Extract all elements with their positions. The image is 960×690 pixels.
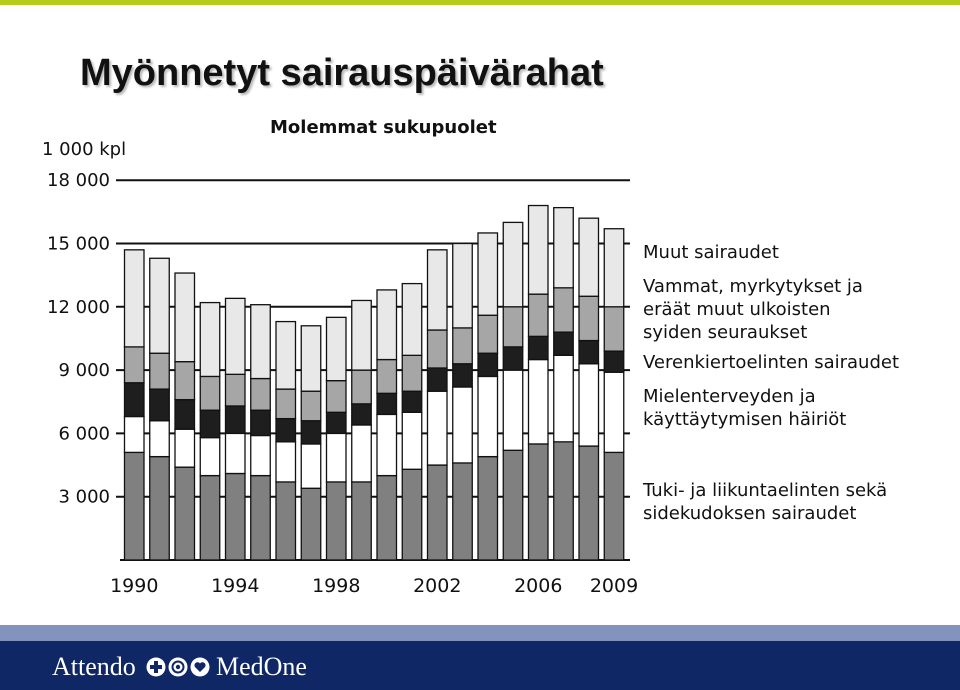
bar-segment (478, 376, 498, 456)
bar-segment (554, 208, 574, 288)
bar-segment (402, 355, 422, 391)
bar-segment (402, 284, 422, 356)
bar-segment (503, 370, 523, 450)
bar-segment (150, 389, 170, 421)
bar-segment (200, 476, 220, 560)
bar-segment (604, 229, 624, 307)
legend-label: Verenkiertoelinten sairaudet (643, 352, 899, 373)
x-tick-label: 1990 (110, 575, 159, 597)
bar-segment (327, 381, 347, 413)
bar-segment (226, 374, 246, 406)
bar-segment (428, 250, 448, 330)
brand-icons (146, 655, 210, 679)
footer-stripe (0, 625, 960, 641)
bar-segment (276, 419, 296, 442)
bar-segment (150, 258, 170, 353)
bar-segment (503, 222, 523, 306)
bar-segment (352, 404, 372, 425)
bar-segment (554, 332, 574, 355)
bar-segment (529, 336, 549, 359)
bar-segment (251, 305, 271, 379)
legend-label: Muut sairaudet (643, 242, 779, 263)
legend-item (643, 386, 846, 430)
bar-segment (301, 488, 321, 560)
bar-segment (150, 353, 170, 389)
bar-segment (301, 421, 321, 444)
target-icon (169, 658, 188, 677)
bar-segment (604, 372, 624, 452)
bar-segment (276, 389, 296, 419)
bar-segment (352, 370, 372, 404)
bar-segment (503, 347, 523, 370)
bar-segment (377, 393, 397, 414)
bar-segment (175, 362, 195, 400)
y-tick-label: 15 000 (47, 233, 110, 255)
bar-segment (276, 442, 296, 482)
bar-segment (175, 400, 195, 430)
bar-segment (150, 457, 170, 560)
bar-segment (529, 206, 549, 295)
bar-segment (478, 315, 498, 353)
bar-segment (301, 391, 321, 421)
bar-segment (377, 360, 397, 394)
bar-segment (529, 444, 549, 560)
bar-segment (554, 288, 574, 332)
page-title: Myönnetyt sairauspäivärahat (80, 52, 604, 94)
bar-segment (402, 391, 422, 412)
bar-segment (150, 421, 170, 457)
bar-segment (327, 433, 347, 482)
bar-segment (478, 233, 498, 315)
bar-segment (226, 298, 246, 374)
cross-icon (147, 658, 166, 677)
bar-segment (200, 376, 220, 410)
x-tick-label: 2009 (589, 575, 639, 597)
bar-segment (453, 328, 473, 364)
heart-icon (191, 658, 210, 677)
bar-segment (200, 438, 220, 476)
bar-segment (428, 330, 448, 368)
bar-segment (276, 482, 296, 560)
legend-item (643, 242, 779, 263)
bar-segment (453, 387, 473, 463)
bar-segment (301, 326, 321, 391)
y-tick-label: 12 000 (47, 296, 110, 318)
bar-segment (175, 429, 195, 467)
bar-segment (251, 476, 271, 560)
bar-segment (428, 391, 448, 465)
bar-segment (125, 417, 145, 453)
bar-segment (226, 406, 246, 433)
legend-label: käyttäytymisen häiriöt (643, 409, 847, 430)
bar-segment (327, 482, 347, 560)
bar-segment (377, 476, 397, 560)
bar-segment (125, 383, 145, 417)
bar-segment (579, 446, 599, 560)
bar-segment (352, 482, 372, 560)
bar-segment (125, 347, 145, 383)
bar-segment (554, 355, 574, 442)
bar-segment (604, 307, 624, 351)
bar-segment (428, 368, 448, 391)
bar-segment (478, 353, 498, 376)
bar-segment (125, 452, 145, 560)
bar-segment (377, 290, 397, 360)
legend-item (643, 276, 863, 343)
bar-segment (327, 412, 347, 433)
bar-segment (402, 469, 422, 560)
legend-label: Mielenterveyden ja (643, 386, 816, 407)
bar-segment (453, 463, 473, 560)
bar-segment (175, 273, 195, 362)
y-tick-label: 9 000 (58, 360, 110, 382)
bar-segment (251, 410, 271, 435)
footer-bar (0, 641, 960, 690)
bar-segment (251, 436, 271, 476)
bar-segment (478, 457, 498, 560)
legend-item (643, 352, 899, 373)
y-tick-label: 6 000 (58, 423, 110, 445)
bar-segment (453, 364, 473, 387)
legend-label: eräät muut ulkoisten (643, 299, 831, 320)
bar-segment (503, 450, 523, 560)
bar-segment (301, 444, 321, 488)
brand-attendo: Attendo (52, 652, 136, 681)
bar-segment (200, 303, 220, 377)
bar-segment (327, 317, 347, 380)
bar-segment (125, 250, 145, 347)
brand-medone: MedOne (216, 652, 307, 681)
x-tick-label: 2002 (413, 575, 462, 597)
bar-segment (579, 218, 599, 296)
x-tick-label: 1998 (312, 575, 361, 597)
bar-segment (579, 341, 599, 364)
y-tick-label: 18 000 (47, 170, 110, 192)
bar-segment (503, 307, 523, 347)
legend-label: syiden seuraukset (643, 322, 808, 343)
legend-item (642, 480, 887, 524)
bar-segment (579, 296, 599, 340)
bar-segment (529, 360, 549, 444)
bar-segment (175, 467, 195, 560)
bar-segment (554, 442, 574, 560)
bar-segment (604, 351, 624, 372)
bar-segment (579, 364, 599, 446)
bar-segment (352, 425, 372, 482)
bar-segment (352, 300, 372, 370)
bar-segment (402, 412, 422, 469)
bar-segment (276, 322, 296, 390)
legend-label: sidekudoksen sairaudet (643, 503, 857, 524)
legend-label: Vammat, myrkytykset ja (643, 276, 863, 297)
bar-segment (428, 465, 448, 560)
y-tick-label: 3 000 (58, 486, 110, 508)
chart-subtitle: Molemmat sukupuolet (270, 117, 497, 138)
bar-segment (529, 294, 549, 336)
x-tick-label: 2006 (514, 575, 563, 597)
bar-segment (226, 473, 246, 560)
unit-label: 1 000 kpl (42, 139, 127, 160)
bar-segment (604, 452, 624, 560)
bar-segment (226, 433, 246, 473)
bar-segment (377, 414, 397, 475)
bar-segment (200, 410, 220, 437)
bar-segment (453, 244, 473, 328)
legend-label: Tuki- ja liikuntaelinten sekä (643, 480, 888, 501)
x-tick-label: 1994 (211, 575, 260, 597)
bar-segment (251, 379, 271, 411)
